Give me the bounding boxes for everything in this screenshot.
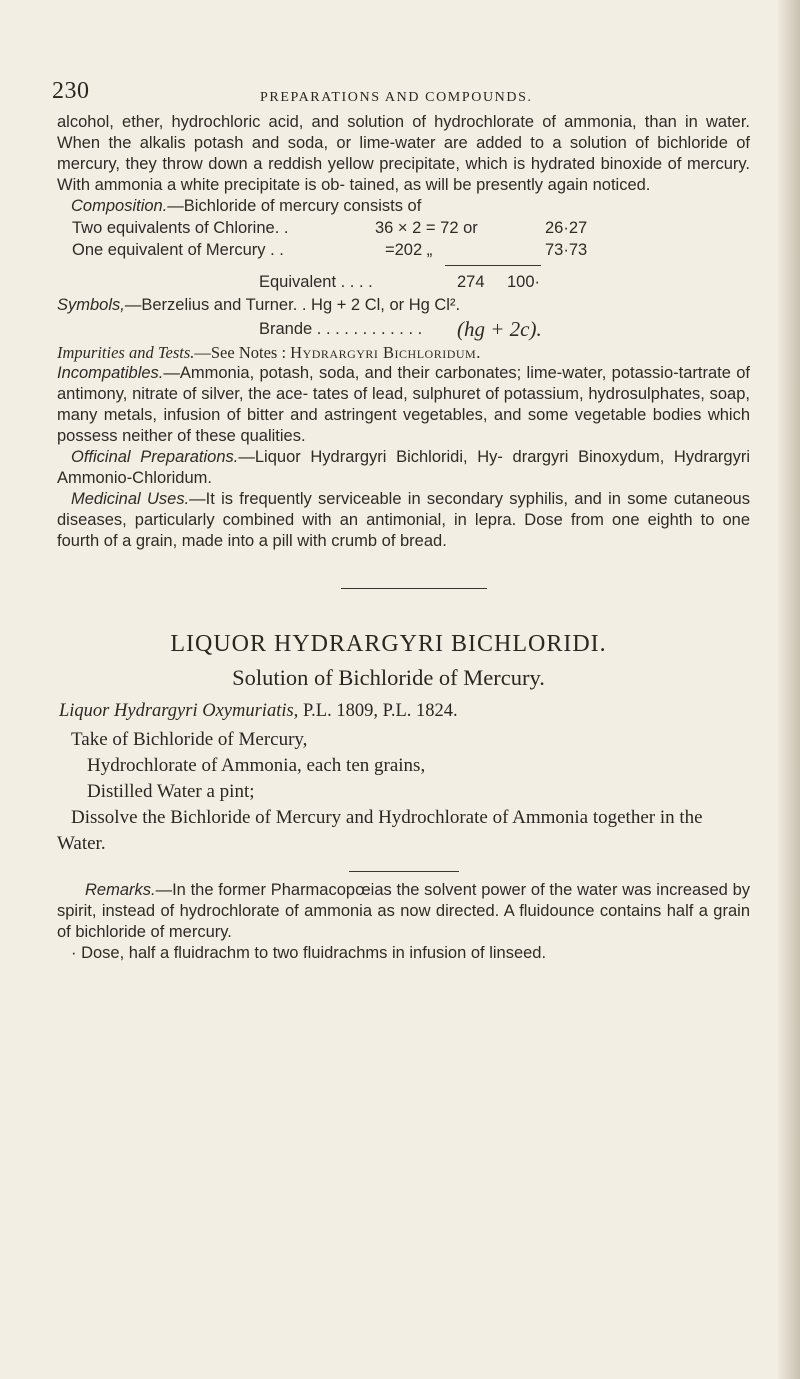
- intro-paragraph: alcohol, ether, hydrochloric acid, and solution of hydrochlorate of ammonia, than in water. When the alkalis potash and soda, or lime-water are added to a solution of bichloride of mercury, they throw down a reddish yellow precipitate, which is hydrated binoxide of mercury. With ammonia a white precipitate is ob- tained, as will be presently again noticed.: [57, 113, 750, 194]
- incompatibles-paragraph: [57, 363, 750, 447]
- composition-item: One equivalent of Mercury . .: [72, 241, 284, 259]
- total-label: Equivalent . . . .: [259, 273, 373, 291]
- brande-formula: (hg + 2c).: [457, 317, 542, 341]
- total-percent: 100·: [507, 273, 541, 291]
- medicinal-paragraph: [57, 489, 750, 552]
- composition-text: —Bichloride of mercury consists of: [167, 197, 422, 215]
- section-divider: [341, 588, 487, 589]
- composition-paragraph: [57, 196, 750, 217]
- recipe-line: Dissolve the Bichloride of Mercury and Hydrochlorate of Ammonia together in the Water.: [57, 807, 703, 854]
- composition-percent: 73·73: [545, 241, 588, 259]
- officinal-label: Officinal Preparations.: [71, 448, 239, 466]
- sum-rule: [445, 265, 541, 266]
- page-body: [57, 112, 750, 964]
- impurities-reference: Hydrargyri Bichloridum.: [290, 343, 481, 362]
- composition-label: Composition.: [71, 197, 168, 215]
- composition-calc: =202 „: [385, 241, 433, 259]
- section-subtitle: Solution of Bichloride of Mercury.: [232, 665, 545, 690]
- composition-item: Two equivalents of Chlorine. .: [72, 219, 289, 237]
- synonym-name: Liquor Hydrargyri Oxymuriatis,: [59, 701, 299, 721]
- symbols-text: —Berzelius and Turner. . Hg + 2 Cl, or Hg Cl².: [124, 296, 461, 314]
- composition-table: [57, 217, 750, 294]
- officinal-paragraph: [57, 447, 750, 489]
- composition-row-mercury: [57, 239, 750, 261]
- incompatibles-label: Incompatibles.: [57, 364, 164, 382]
- impurities-paragraph: [57, 342, 750, 363]
- impurities-text: —See Notes :: [194, 343, 291, 362]
- remarks-label: Remarks.: [85, 881, 156, 899]
- impurities-label: Impurities and Tests.: [57, 343, 195, 362]
- dose-paragraph: · Dose, half a fluidrachm to two fluidrachms in infusion of linseed.: [71, 944, 547, 962]
- brande-row: [57, 316, 750, 342]
- remarks-text: —In the former Pharmacopœias the solvent power of the water was increased by spirit, instead of hydrochlorate of ammonia as now directed. A fluidounce contains half a grain of bichloride of mercury.: [57, 881, 750, 941]
- remarks-paragraph: [57, 880, 750, 943]
- page-number: 230: [52, 78, 90, 104]
- running-head: PREPARATIONS AND COMPOUNDS.: [260, 90, 533, 105]
- recipe-line: Hydrochlorate of Ammonia, each ten grains,: [87, 755, 426, 776]
- officinal-text: —Liquor Hydrargyri Bichloridi, Hy- drargyri Binoxydum, Hydrargyri Ammonio-Chloridum.: [57, 448, 751, 487]
- page-header: [52, 78, 752, 114]
- synonym-line: [59, 695, 750, 727]
- composition-row-chlorine: [57, 217, 750, 239]
- composition-total-row: [57, 270, 750, 294]
- remarks-divider: [349, 871, 459, 872]
- medicinal-label: Medicinal Uses.: [71, 490, 190, 508]
- recipe-line: Distilled Water a pint;: [87, 781, 255, 802]
- page-edge-shadow: [778, 0, 800, 1379]
- brande-label: Brande . . . . . . . . . . . .: [259, 320, 423, 338]
- composition-percent: 26·27: [545, 219, 588, 237]
- section-title-block: [57, 627, 750, 695]
- synonym-refs: P.L. 1809, P.L. 1824.: [298, 701, 458, 721]
- medicinal-text: —It is frequently serviceable in secondary syphilis, and in some cutaneous diseases, particularly combined with an antimonial, in lepra. Dose from one eighth to one fourth of a grain, made into a pill with crumb of bread.: [57, 490, 750, 550]
- symbols-paragraph: [57, 294, 750, 316]
- total-value: 274: [457, 273, 485, 291]
- composition-calc: 36 × 2 = 72 or: [375, 219, 478, 237]
- incompatibles-text: —Ammonia, potash, soda, and their carbonates; lime-water, potassio-tartrate of antimony, nitrate of silver, the ace- tates of lead, sulphuret of potassium, hydrosulphates, soap, many metals, infusion of bitter and astringent vegetables, and some vegetable bodies which possess neither of these qualities.: [57, 364, 750, 445]
- section-title: LIQUOR HYDRARGYRI BICHLORIDI.: [170, 631, 607, 657]
- recipe-line: Take of Bichloride of Mercury,: [71, 729, 308, 750]
- recipe-block: [57, 727, 750, 857]
- symbols-label: Symbols,: [57, 296, 125, 314]
